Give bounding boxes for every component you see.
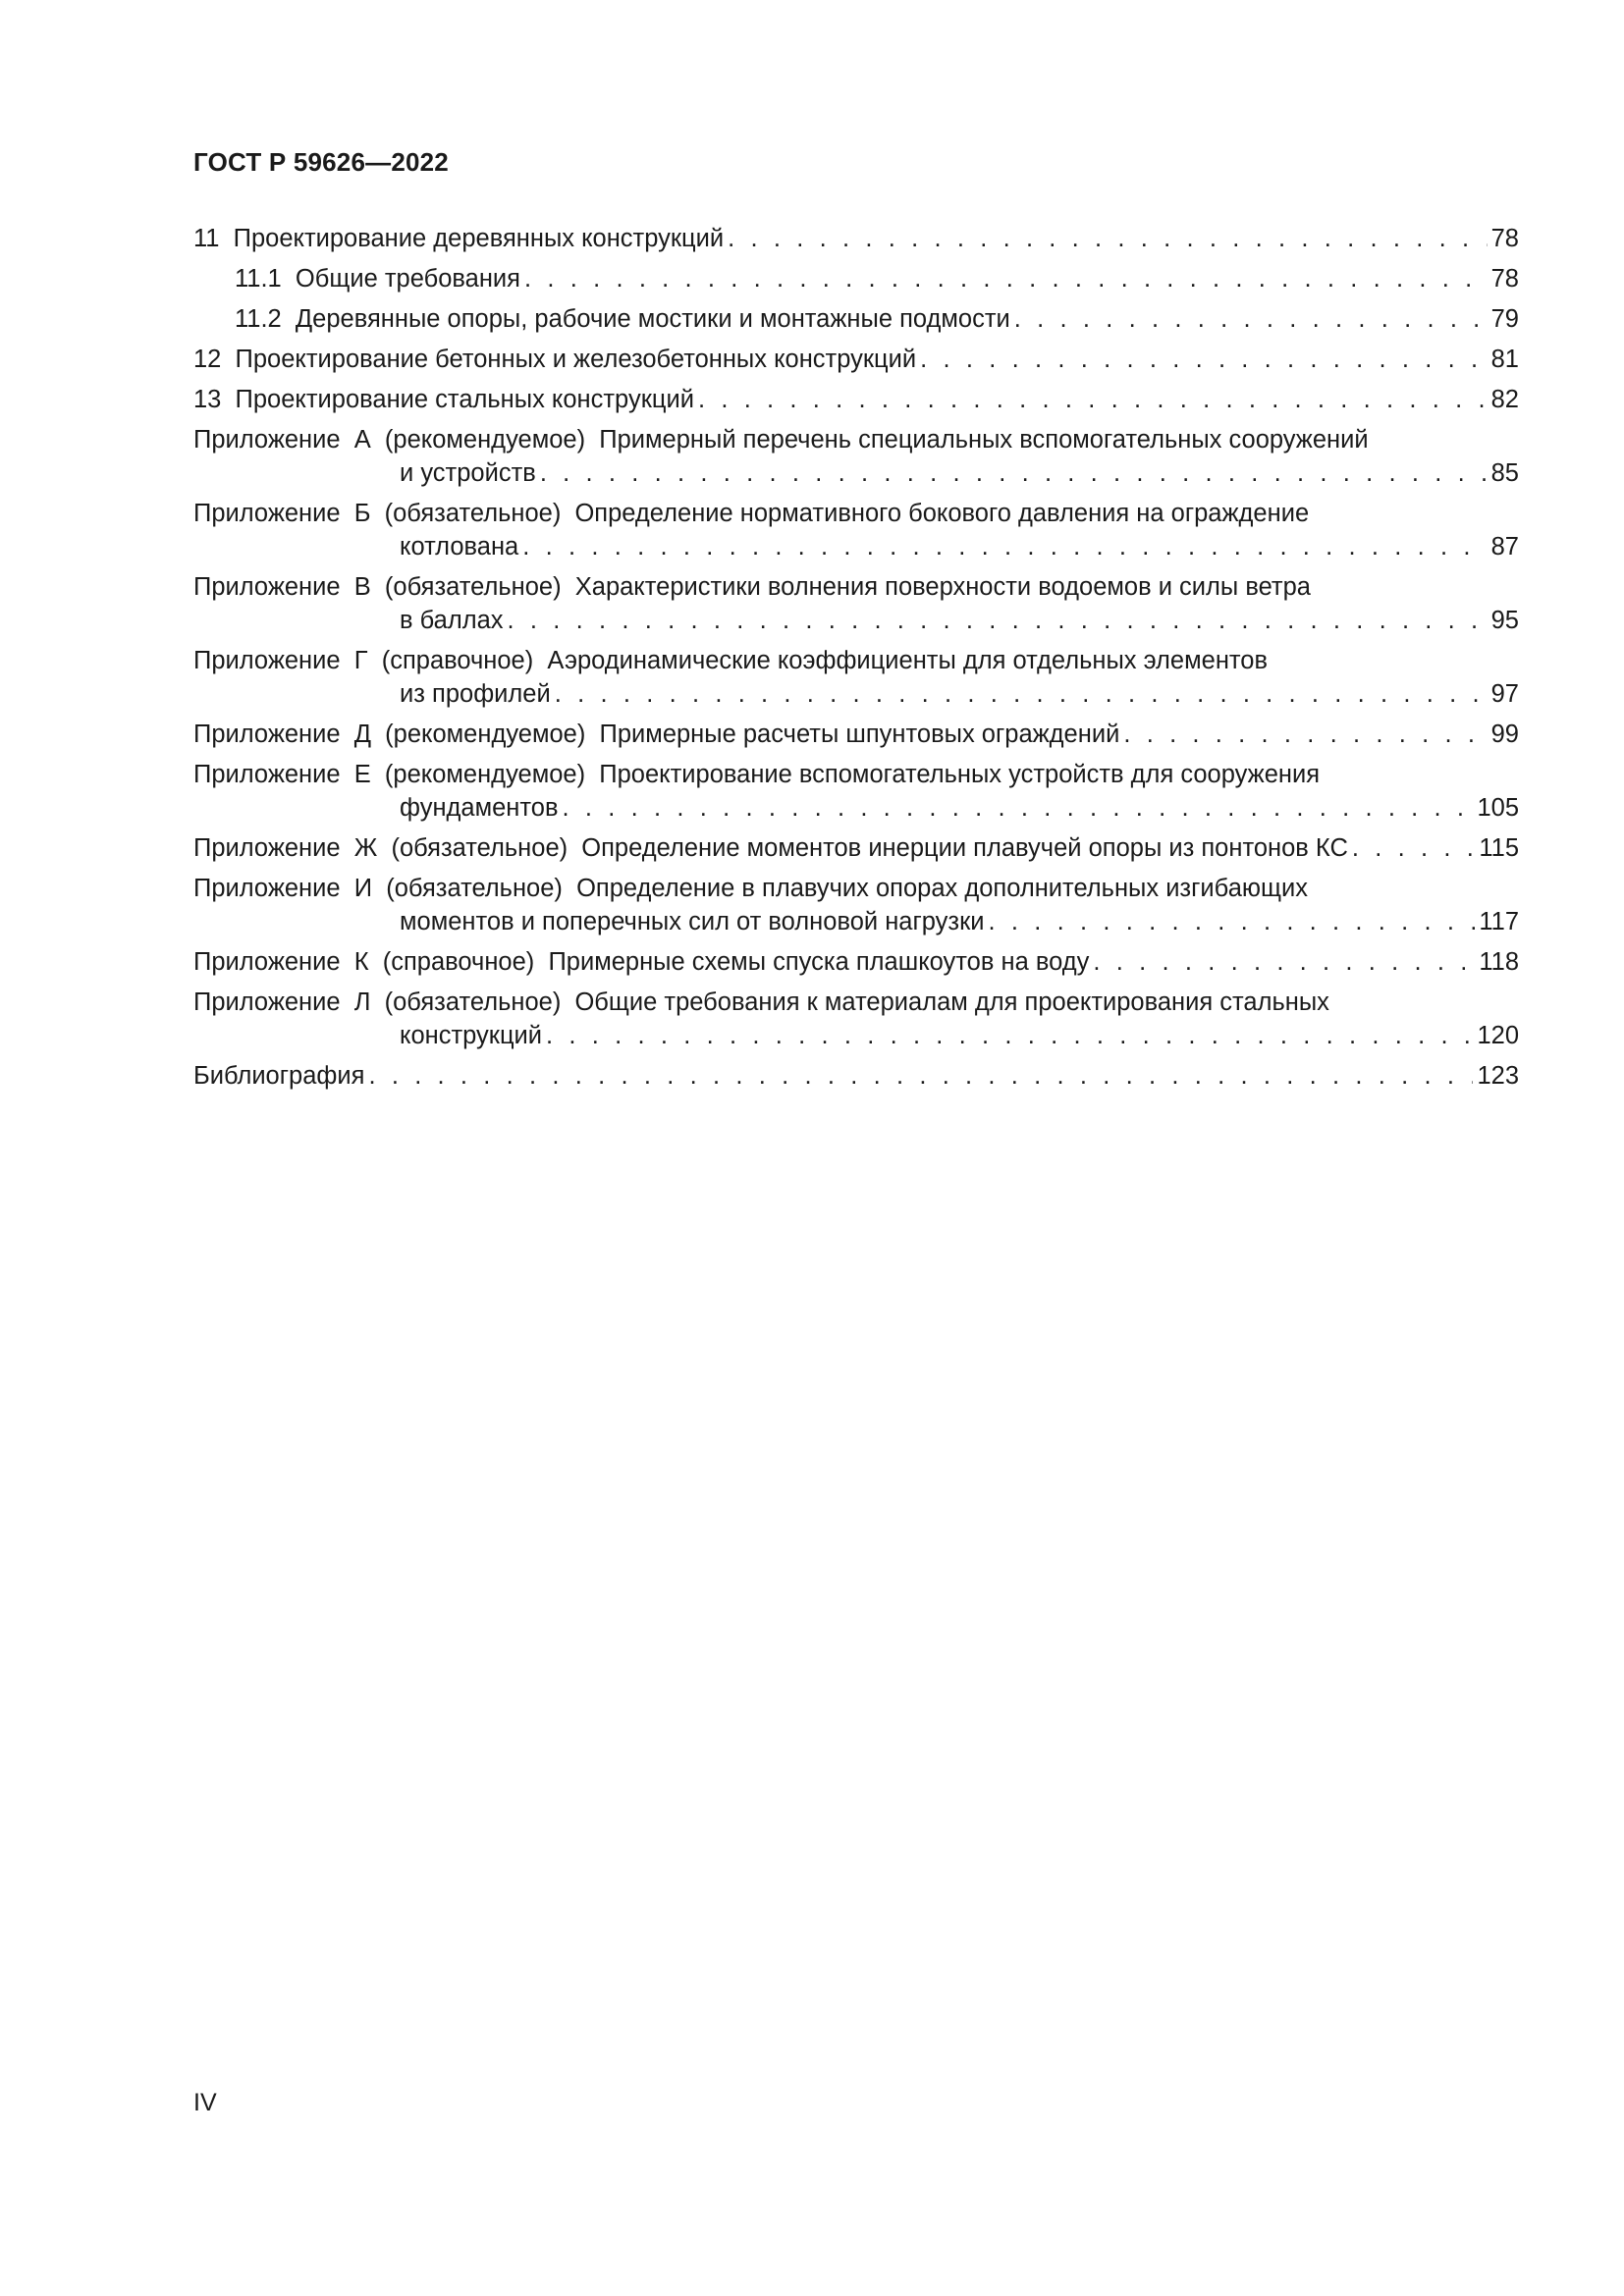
toc-page-number: 79: [1490, 305, 1519, 333]
toc-entry-11[interactable]: [193, 222, 1519, 255]
dot-leader: [540, 456, 1488, 490]
dot-leader: [1093, 945, 1475, 979]
toc-page-number: 99: [1490, 721, 1519, 748]
toc-entry-title-continuation: и устройств: [400, 459, 536, 487]
toc-entry-title: Приложение Б (обязательное) Определение нормативного бокового давления на ограждение: [193, 500, 1310, 527]
dot-leader: [989, 905, 1476, 938]
table-of-contents: [193, 222, 1519, 1099]
dot-leader: [1123, 718, 1487, 751]
dot-leader: [1014, 302, 1488, 336]
toc-page-number: 123: [1477, 1062, 1519, 1090]
toc-entry-12[interactable]: [193, 343, 1519, 376]
toc-entry-title: Приложение Л (обязательное) Общие требования к материалам для проектирования стальных: [193, 988, 1329, 1016]
toc-entry-title: Приложение А (рекомендуемое) Примерный перечень специальных вспомогательных сооружений: [193, 426, 1369, 454]
toc-entry-annex-a[interactable]: [193, 423, 1519, 490]
toc-entry-13[interactable]: [193, 383, 1519, 416]
toc-entry-title: 11.1 Общие требования: [235, 265, 520, 293]
toc-page-number: 105: [1477, 794, 1519, 822]
toc-entry-annex-v[interactable]: [193, 570, 1519, 637]
toc-page-number: 118: [1479, 948, 1519, 976]
toc-entry-title: Приложение Г (справочное) Аэродинамические коэффициенты для отдельных элементов: [193, 647, 1269, 674]
toc-entry-title: Библиография: [193, 1062, 365, 1090]
dot-leader: [920, 343, 1487, 376]
toc-page-number: 87: [1490, 533, 1519, 561]
page-number: IV: [193, 2089, 217, 2116]
document-title: ГОСТ Р 59626—2022: [193, 147, 449, 177]
toc-page-number: 115: [1479, 834, 1519, 862]
toc-entry-annex-g[interactable]: [193, 644, 1519, 711]
toc-entry-title-continuation: котлована: [400, 533, 519, 561]
toc-page-number: 120: [1477, 1022, 1519, 1049]
toc-entry-title: 11 Проектирование деревянных конструкций: [193, 225, 725, 252]
toc-entry-title: Приложение В (обязательное) Характеристики волнения поверхности водоемов и силы ветра: [193, 573, 1311, 601]
toc-entry-annex-k[interactable]: [193, 945, 1519, 979]
toc-entry-title: Приложение Е (рекомендуемое) Проектирование вспомогательных устройств для сооружения: [193, 761, 1321, 788]
toc-entry-annex-e[interactable]: [193, 758, 1519, 825]
toc-entry-annex-zh[interactable]: [193, 831, 1519, 865]
dot-leader: [563, 791, 1474, 825]
toc-entry-title: Приложение И (обязательное) Определение в плавучих опорах дополнительных изгибающих: [193, 875, 1308, 902]
dot-leader: [522, 530, 1487, 563]
toc-entry-11-2[interactable]: [193, 302, 1519, 336]
toc-entry-title: Приложение К (справочное) Примерные схемы спуска плашкоутов на воду: [193, 948, 1090, 976]
toc-entry-title: Приложение Д (рекомендуемое) Примерные расчеты шпунтовых ограждений: [193, 721, 1120, 748]
toc-entry-title-continuation: конструкций: [400, 1022, 543, 1049]
dot-leader: [555, 677, 1488, 711]
toc-page-number: 82: [1490, 386, 1519, 413]
toc-entry-11-1[interactable]: [193, 262, 1519, 295]
dot-leader: [368, 1059, 1473, 1093]
toc-entry-title-continuation: из профилей: [400, 680, 551, 708]
toc-entry-title: 13 Проектирование стальных конструкций: [193, 386, 694, 413]
toc-page-number: 95: [1490, 607, 1519, 634]
toc-entry-title-continuation: в баллах: [400, 607, 504, 634]
toc-page-number: 117: [1479, 908, 1519, 935]
toc-entry-title-continuation: фундаментов: [400, 794, 559, 822]
toc-entry-annex-i[interactable]: [193, 872, 1519, 938]
dot-leader: [698, 383, 1488, 416]
dot-leader: [508, 604, 1488, 637]
toc-page-number: 78: [1490, 225, 1519, 252]
toc-page-number: 85: [1490, 459, 1519, 487]
toc-entry-annex-d[interactable]: [193, 718, 1519, 751]
toc-page-number: 78: [1490, 265, 1519, 293]
dot-leader: [1352, 831, 1475, 865]
toc-entry-title: Приложение Ж (обязательное) Определение моментов инерции плавучей опоры из понтонов КС: [193, 834, 1348, 862]
dot-leader: [546, 1019, 1473, 1052]
toc-entry-title-continuation: моментов и поперечных сил от волновой нагрузки: [400, 908, 985, 935]
toc-entry-title: 12 Проектирование бетонных и железобетонных конструкций: [193, 346, 917, 373]
toc-entry-title: 11.2 Деревянные опоры, рабочие мостики и монтажные подмости: [235, 305, 1010, 333]
toc-entry-bibliography[interactable]: [193, 1059, 1519, 1093]
toc-page-number: 81: [1490, 346, 1519, 373]
dot-leader: [728, 222, 1487, 255]
toc-page-number: 97: [1490, 680, 1519, 708]
toc-entry-annex-b[interactable]: [193, 497, 1519, 563]
dot-leader: [524, 262, 1488, 295]
toc-entry-annex-l[interactable]: [193, 986, 1519, 1052]
